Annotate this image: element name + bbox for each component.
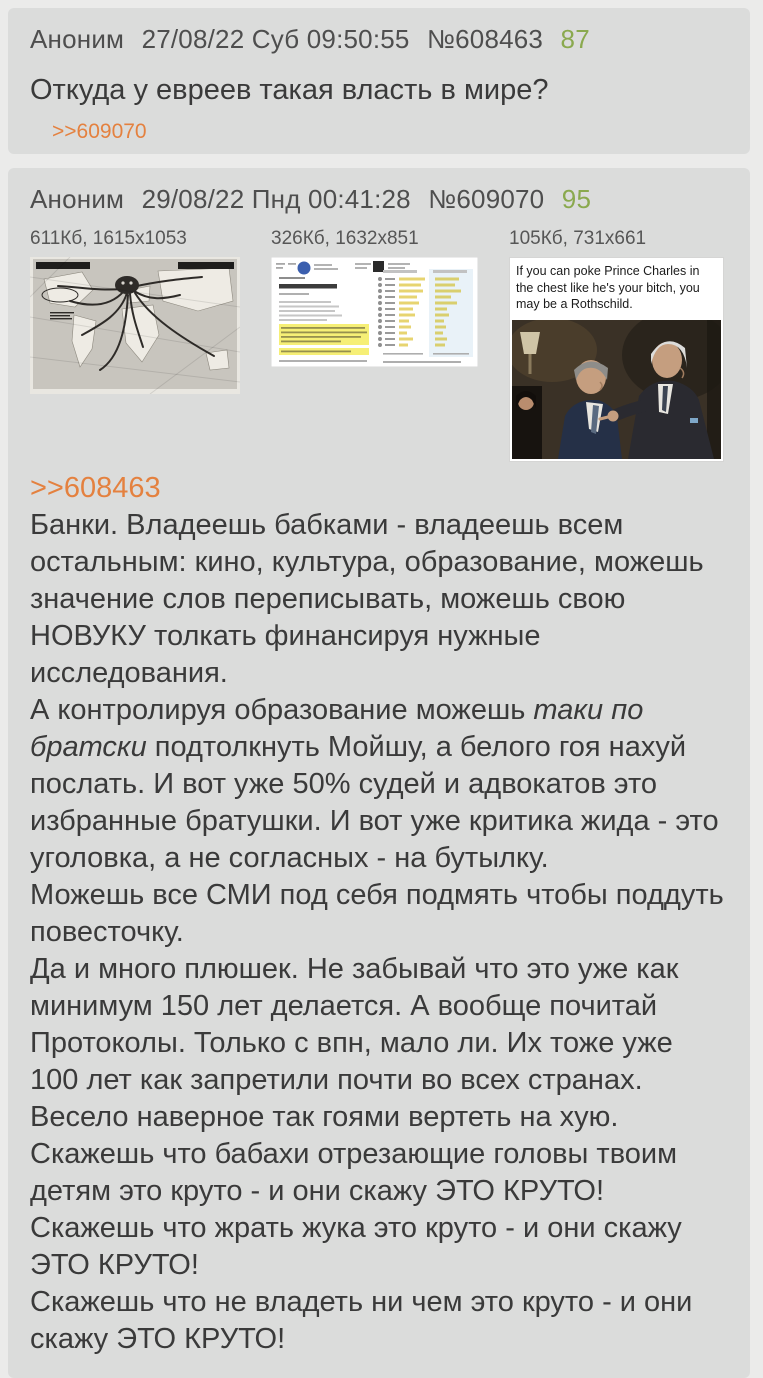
- attachments-row: [30, 228, 728, 462]
- post-608463: [8, 8, 750, 154]
- file-size-label: 611Кб, 1615x1053: [30, 228, 187, 249]
- file-size-label: 326Кб, 1632x851: [271, 228, 419, 249]
- comment-text: Скажешь что жрать жука это круто - и они скажу ЭТО КРУТО!: [30, 1211, 682, 1281]
- post-datetime: 27/08/22 Суб 09:50:55: [141, 24, 410, 54]
- posts-count-link[interactable]: 95: [561, 184, 592, 214]
- comment-text: подтолкнуть Мойшу, а белого гоя нахуй послать. И вот уже 50% судей и адвокатов это избранные братушки. И вот уже критика жида - это уголовка, а не согласных - на бутылку.: [30, 730, 719, 874]
- comment-paragraph: [30, 951, 728, 1099]
- post-comment: [30, 470, 728, 1358]
- thumbnail-article-screenshot[interactable]: [271, 257, 478, 367]
- comment-text: Весело наверное так гоями вертеть на хую. Скажешь что бабахи отрезающие головы твоим детям это круто - и они скажу ЭТО КРУТО!: [30, 1100, 678, 1207]
- comment-paragraph: [30, 470, 728, 507]
- attachment-3: [509, 228, 724, 462]
- comment-text: Скажешь что не владеть ни чем это круто - и они скажу ЭТО КРУТО!: [30, 1285, 693, 1355]
- replies-row: [30, 120, 728, 144]
- thumbnail-prince-charles-meme[interactable]: [509, 257, 724, 462]
- thumbnail-english-octopus-map[interactable]: [30, 257, 240, 394]
- attachment-2: [271, 228, 478, 367]
- post-datetime: 29/08/22 Пнд 00:41:28: [141, 184, 411, 214]
- comment-paragraph: [30, 1210, 728, 1284]
- post-609070: [8, 168, 750, 1378]
- comment-text: Да и много плюшек. Не забывай что это уже как минимум 150 лет делается. А вообще почитай Протоколы. Только с впн, мало ли. Их тоже уже 100 лет как запретили почти во всех странах.: [30, 952, 679, 1096]
- comment-text: Откуда у евреев такая власть в мире?: [30, 74, 549, 106]
- meme-caption-text: If you can poke Prince Charles in the chest like he's your bitch, you may be a Rothschild.: [516, 264, 700, 311]
- comment-paragraph: [30, 72, 728, 109]
- post-comment: [30, 72, 728, 109]
- comment-paragraph: [30, 1099, 728, 1210]
- attachment-1: [30, 228, 240, 394]
- post-number-link[interactable]: №608463: [427, 24, 544, 54]
- reply-link[interactable]: >>609070: [52, 120, 147, 143]
- post-reply-link[interactable]: >>608463: [30, 471, 161, 504]
- post-number-link[interactable]: №609070: [428, 184, 545, 214]
- comment-paragraph: [30, 1284, 728, 1358]
- comment-text: Можешь все СМИ под себя подмять чтобы поддуть повесточку.: [30, 878, 724, 948]
- post-header: [30, 184, 728, 215]
- comment-paragraph: [30, 507, 728, 692]
- poster-name: Аноним: [30, 24, 125, 54]
- post-header: [30, 24, 728, 55]
- comment-text: А контролируя образование можешь: [30, 693, 534, 726]
- posts-count-link[interactable]: 87: [560, 24, 590, 54]
- poster-name: Аноним: [30, 184, 125, 214]
- comment-text: Банки. Владеешь бабками - владеешь всем остальным: кино, культура, образование, можешь значение слов переписывать, можешь свою НОВУКУ толкать финансируя нужные исследования.: [30, 508, 704, 689]
- comment-paragraph: [30, 877, 728, 951]
- comment-italic-text: таки по братски: [30, 693, 644, 763]
- file-size-label: 105Кб, 731x661: [509, 228, 647, 249]
- comment-paragraph: [30, 692, 728, 877]
